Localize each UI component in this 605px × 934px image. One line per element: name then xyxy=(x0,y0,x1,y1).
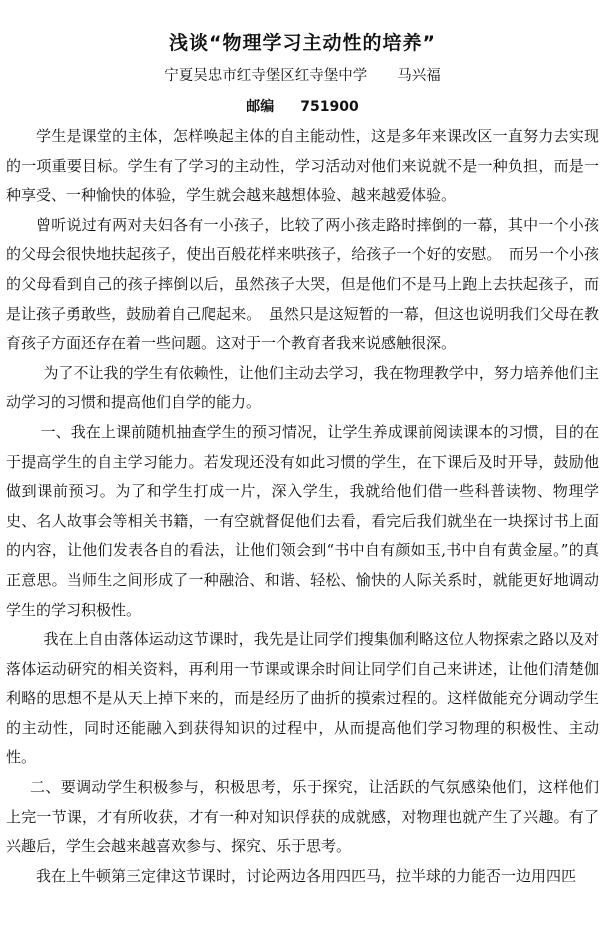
paragraph-6: 二、要调动学生积极参与，积极思考，乐于探究，让活跃的气氛感染他们，这样他们上完一节课，才有所收获，才有一种对知识俘获的成就感，对物理也就产生了兴趣。有了兴趣后，学生会越来越喜欢参与、探究、乐于思考。 xyxy=(6,778,599,856)
article-body xyxy=(6,122,599,891)
paragraph-7: 我在上牛顿第三定律这节课时，讨论两边各用四匹马，拉半球的力能否一边用四匹 xyxy=(36,866,577,885)
postcode-line xyxy=(0,97,605,117)
paragraph-5: 我在上自由落体运动这节课时，我先是让同学们搜集伽利略这位人物探索之路以及对落体运动研究的相关资料，再利用一节课或课余时间让同学们自己来讲述，让他们清楚伽利略的思想不是从天上掉下来的，而是经历了曲折的摸索过程的。这样做能充分调动学生的主动性，同时还能融入到获得知识的过程中，从而提高他们学习物理的积极性、主动性。 xyxy=(6,630,599,767)
author-name: 马兴福 xyxy=(397,68,441,84)
paragraph-3: 为了不让我的学生有依赖性，让他们主动去学习，我在物理教学中，努力培养他们主动学习的习惯和提高他们自学的能力。 xyxy=(6,363,599,412)
article-title: 浅谈“物理学习主动性的培养” xyxy=(169,32,436,54)
postcode-label: 邮编 xyxy=(246,99,275,115)
paragraph-1: 学生是课堂的主体，怎样唤起主体的自主能动性，这是多年来课改区一直努力去实现的一项重要目标。学生有了学习的主动性，学习活动对他们来说就不是一种负担，而是一种享受、一种愉快的体验，学生就会越来越想体验、越来越爱体验。 xyxy=(6,127,599,205)
author-affiliation: 宁夏吴忠市红寺堡区红寺堡中学 xyxy=(164,68,368,84)
paragraph-2: 曾听说过有两对夫妇各有一小孩子，比较了两小孩走路时摔倒的一幕，其中一个小孩的父母会很快地扶起孩子，使出百般花样来哄孩子，给孩子一个好的安慰。 而另一个小孩的父母看到自己的孩子摔倒以后，虽然孩子大哭，但是他们不是马上跑上去扶起孩子，而是让孩子勇敢些，鼓励着自己爬起来。 虽然只是这短暂的一幕，但这也说明我们父母在教育孩子方面还存在着一些问题。这对于一个教育者我来说感触很深。 xyxy=(6,215,599,353)
author-line xyxy=(0,66,605,86)
paragraph-4: 一、我在上课前随机抽查学生的预习情况，让学生养成课前阅读课本的习惯，目的在于提高学生的自主学习能力。若发现还没有如此习惯的学生，在下课后及时开导，鼓励他做到课前预习。为了和学生打成一片，深入学生，我就给他们借一些科普读物、物理学史、名人故事会等相关书籍，一有空就督促他们去看，看完后我们就坐在一块探讨书上面的内容，让他们发表各自的看法，让他们领会到“书中自有颜如玉,书中自有黄金屋。”的真正意思。当师生之间形成了一种融洽、和谐、轻松、愉快的人际关系时，就能更好地调动学生的学习积极性。 xyxy=(6,422,599,619)
postcode-value: 751900 xyxy=(300,99,359,115)
